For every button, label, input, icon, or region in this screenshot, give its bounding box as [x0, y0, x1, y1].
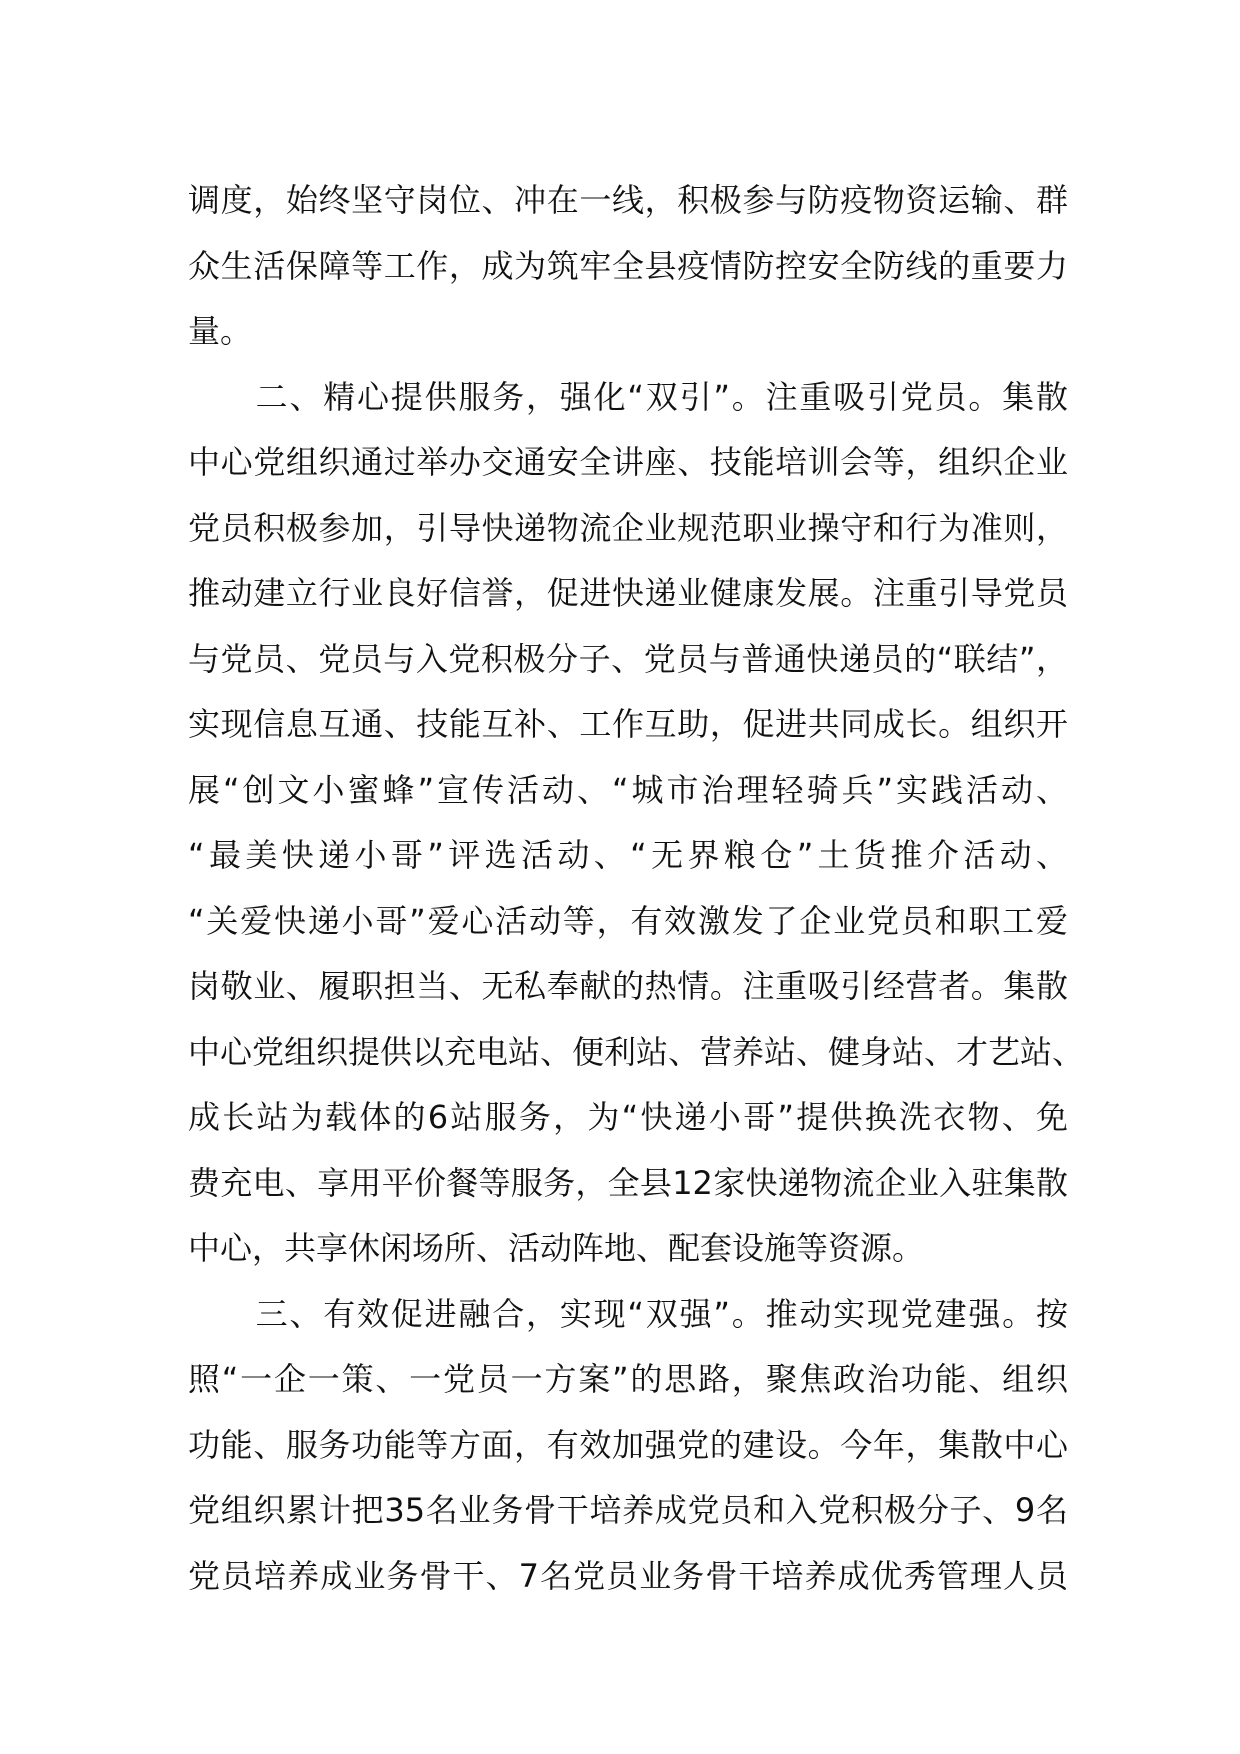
text-line: 岗敬业、履职担当、无私奉献的热情。注重吸引经营者。集散 — [188, 967, 1068, 1005]
text-line: 实现信息互通、技能互补、工作互助，促进共同成长。组织开 — [188, 705, 1068, 743]
text-line: 众生活保障等工作，成为筑牢全县疫情防控安全防线的重要力 — [188, 246, 1068, 285]
text-line: “最美快递小哥”评选活动、“无界粮仓”土货推介活动、 — [188, 836, 1068, 874]
text-line: 党员积极参加，引导快递物流企业规范职业操守和行为准则， — [188, 508, 1068, 547]
text-line: 成长站为载体的6站服务，为“快递小哥”提供换洗衣物、免 — [188, 1098, 1068, 1136]
text-line: 党员培养成业务骨干、7名党员业务骨干培养成优秀管理人员 — [188, 1556, 1068, 1595]
text-line: 照“一企一策、一党员一方案”的思路，聚焦政治功能、组织 — [188, 1360, 1068, 1398]
text-line: 展“创文小蜜蜂”宣传活动、“城市治理轻骑兵”实践活动、 — [188, 770, 1068, 809]
text-line: 党组织累计把35名业务骨干培养成党员和入党积极分子、9名 — [188, 1491, 1068, 1529]
text-line: 推动建立行业良好信誉，促进快递业健康发展。注重引导党员 — [188, 574, 1068, 612]
text-line: 功能、服务功能等方面，有效加强党的建设。今年，集散中心 — [188, 1425, 1068, 1464]
text-line: 中心党组织通过举办交通安全讲座、技能培训会等，组织企业 — [188, 443, 1068, 481]
text-line: 费充电、享用平价餐等服务，全县12家快递物流企业入驻集散 — [188, 1163, 1068, 1202]
text-line: 中心，共享休闲场所、活动阵地、配套设施等资源。 — [188, 1229, 925, 1267]
text-line: 二、精心提供服务，强化“双引”。注重吸引党员。集散 — [188, 377, 1068, 416]
text-line: 与党员、党员与入党积极分子、党员与普通快递员的“联结”， — [188, 639, 1068, 678]
text-line: 三、有效促进融合，实现“双强”。推动实现党建强。按 — [188, 1294, 1068, 1333]
text-line: 量。 — [188, 312, 253, 350]
text-line: “关爱快递小哥”爱心活动等，有效激发了企业党员和职工爱 — [188, 901, 1068, 940]
text-line: 调度，始终坚守岗位、冲在一线，积极参与防疫物资运输、群 — [188, 181, 1068, 219]
body-text — [188, 168, 1085, 1609]
text-line: 中心党组织提供以充电站、便利站、营养站、健身站、才艺站、 — [188, 1032, 1085, 1071]
